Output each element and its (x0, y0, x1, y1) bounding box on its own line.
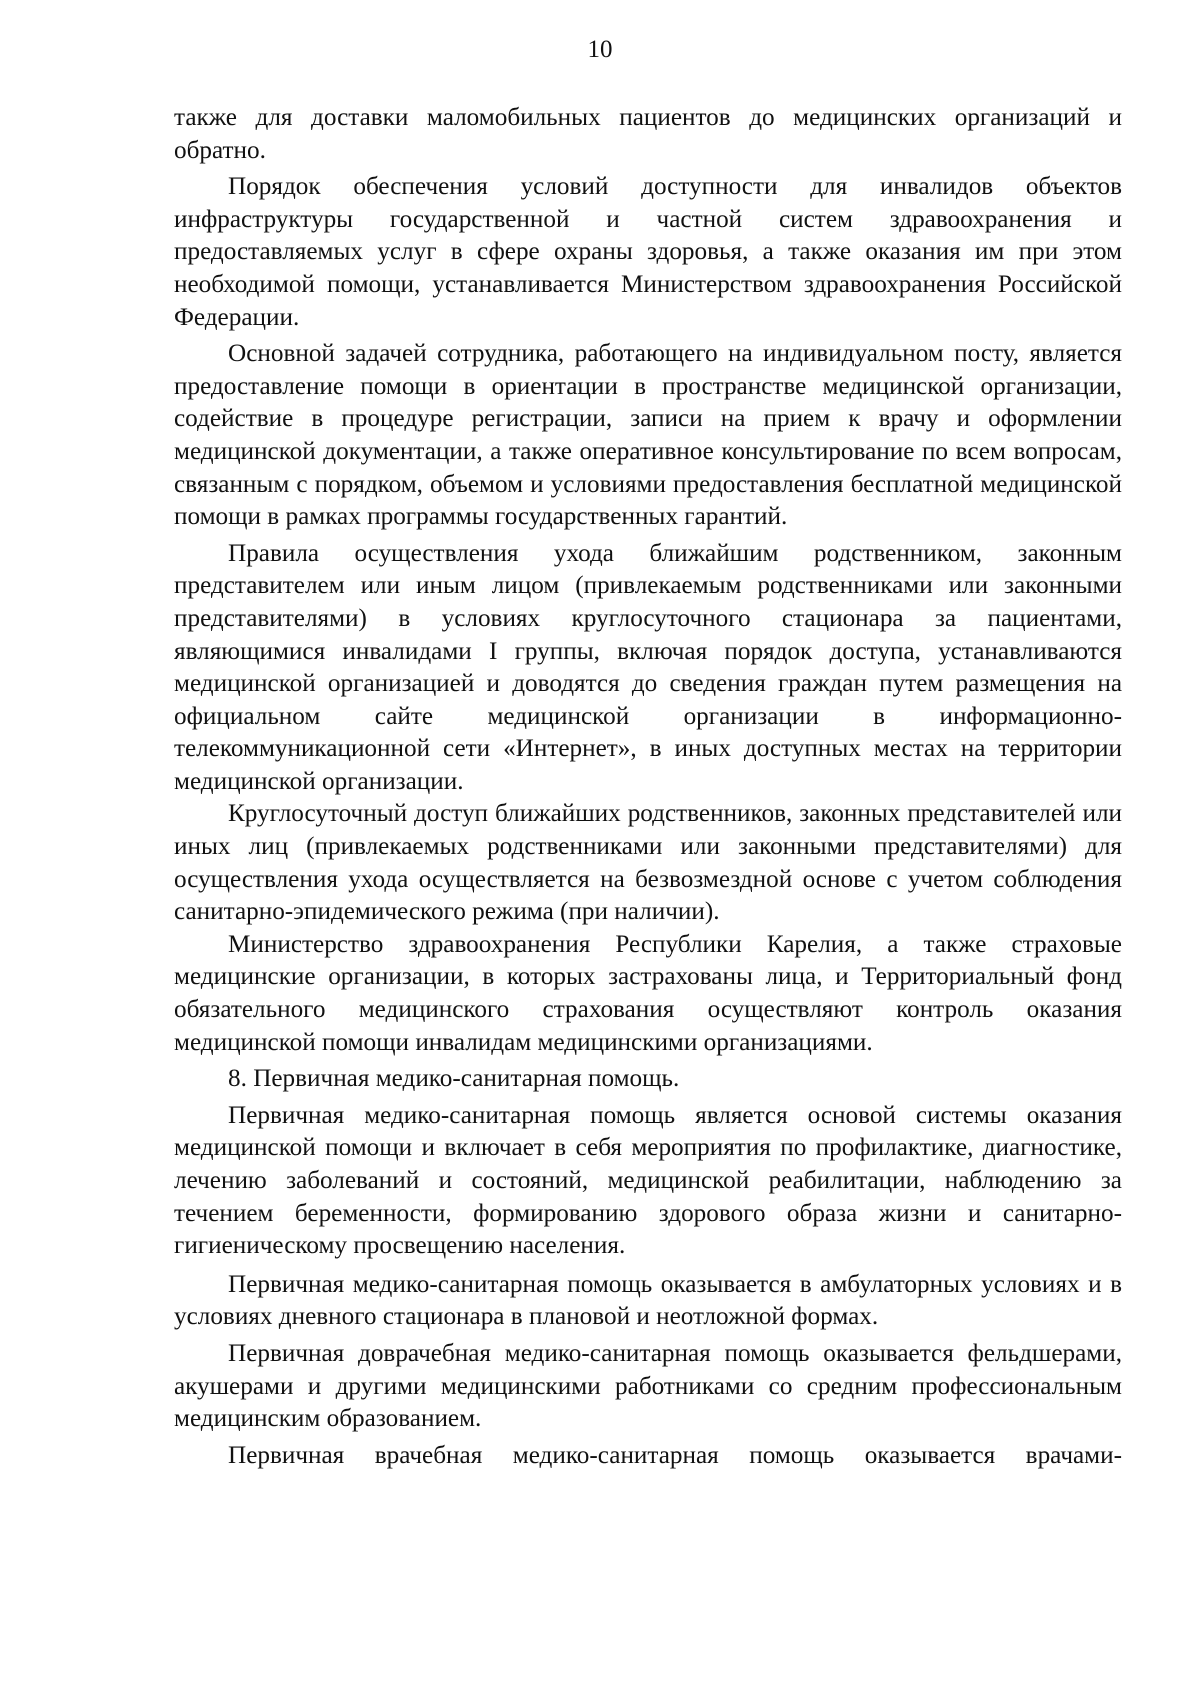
paragraph-primary-care-conditions: Первичная медико-санитарная помощь оказывается в амбулаторных условиях и в условиях дневного стационара в плановой и неотложной формах. (174, 1270, 1122, 1331)
paragraph-primary-care-definition: Первичная медико-санитарная помощь является основой системы оказания медицинской помощи и включает в себя мероприятия по профилактике, диагностике, лечению заболеваний и состояний, медицинской реабилитации, наблюдению за течением беременности, формированию здорового образа жизни и санитарно-гигиеническому просвещению населения. (174, 1101, 1122, 1260)
paragraph-control: Министерство здравоохранения Республики Карелия, а также страховые медицинские организации, в которых застрахованы лица, и Территориальный фонд обязательного медицинского страхования осуществляют контроль оказания медицинской помощи инвалидам медицинскими организациями. (174, 930, 1122, 1056)
paragraph-round-the-clock-access: Круглосуточный доступ ближайших родственников, законных представителей или иных лиц (привлекаемых родственниками или законными представителями) для осуществления ухода осуществляется на безвозмездной основе с учетом соблюдения санитарно-эпидемического режима (при наличии). (174, 800, 1122, 926)
paragraph-pre-physician-care: Первичная доврачебная медико-санитарная помощь оказывается фельдшерами, акушерами и другими медицинскими работниками со средним профессиональным медицинским образованием. (174, 1339, 1122, 1433)
paragraph-staff-duties: Основной задачей сотрудника, работающего на индивидуальном посту, является предоставление помощи в ориентации в пространстве медицинской организации, содействие в процедуре регистрации, записи на прием к врачу и оформлении медицинской документации, а также оперативное консультирование по всем вопросам, связанным с порядком, объемом и условиями предоставления бесплатной медицинской помощи в рамках программы государственных гарантий. (174, 340, 1122, 531)
paragraph-accessibility: Порядок обеспечения условий доступности для инвалидов объектов инфраструктуры государственной и частной систем здравоохранения и предоставляемых услуг в сфере охраны здоровья, а также оказания им при этом необходимой помощи, устанавливается Министерством здравоохранения Российской Федерации. (174, 173, 1122, 331)
document-body (174, 102, 1122, 1472)
paragraph-care-rules: Правила осуществления ухода ближайшим родственником, законным представителем или иным лицом (привлекаемым родственниками или законными представителями) в условиях круглосуточного стационара за пациентами, являющимися инвалидами I группы, включая порядок доступа, устанавливаются медицинской организацией и доводятся до сведения граждан путем размещения на официальном сайте медицинской организации в информационно-телекоммуникационной сети «Интернет», в иных доступных местах на территории медицинской организации. (174, 539, 1122, 795)
section-heading-primary-care: 8. Первичная медико-санитарная помощь. (228, 1065, 680, 1093)
paragraph-physician-care: Первичная врачебная медико-санитарная помощь оказывается врачами- (228, 1441, 1122, 1469)
paragraph-continuation: также для доставки маломобильных пациентов до медицинских организаций и обратно. (174, 104, 1122, 164)
page-number: 10 (587, 36, 613, 63)
